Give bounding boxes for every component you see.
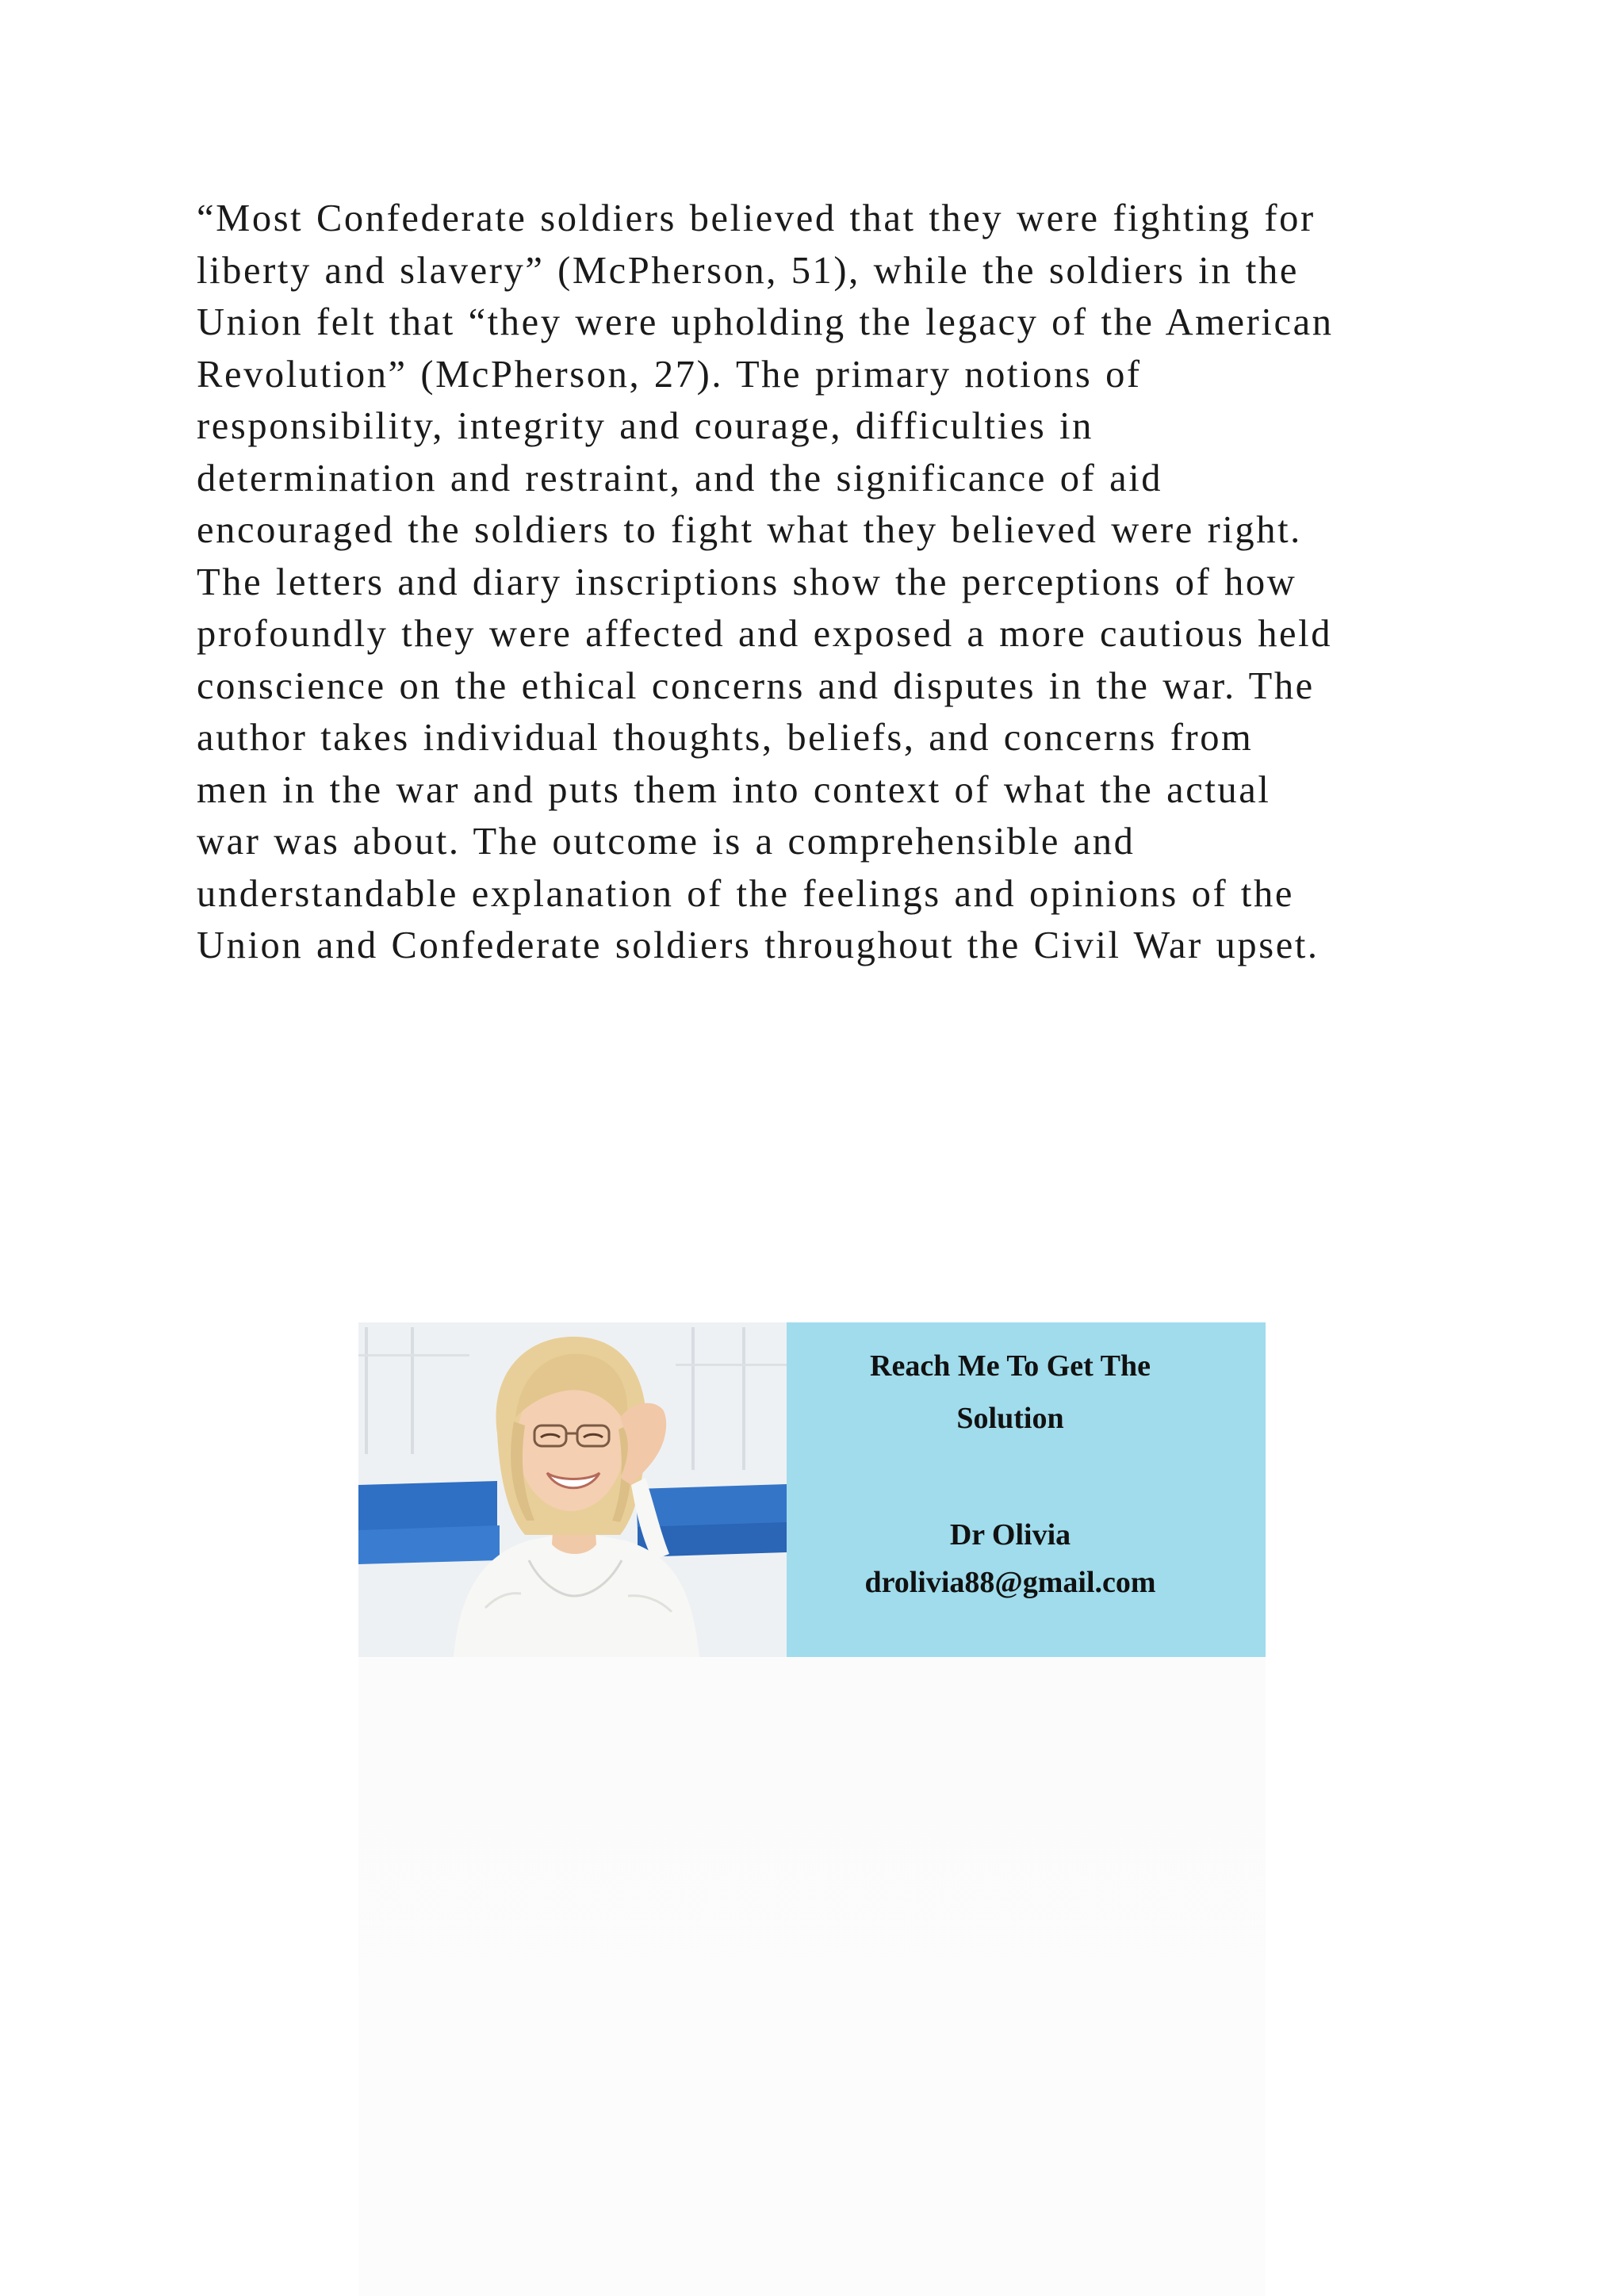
paragraph-line: determination and restraint, and the significance of aid — [197, 457, 1163, 499]
paragraph-line: Union felt that “they were upholding the legacy of the American — [197, 301, 1334, 343]
paragraph-line: author takes individual thoughts, beliefs, and concerns from — [197, 717, 1254, 759]
contact-info-panel — [787, 1322, 1266, 1657]
paragraph-line: Revolution” (McPherson, 27). The primary notions of — [197, 353, 1142, 396]
contact-banner — [358, 1322, 1266, 1657]
paragraph-line: men in the war and puts them into context of what the actual — [197, 768, 1271, 811]
essay-paragraph — [197, 193, 1465, 972]
paragraph-line: understandable explanation of the feelings and opinions of the — [197, 872, 1294, 915]
paragraph-line: responsibility, integrity and courage, difficulties in — [197, 405, 1094, 447]
paragraph-line: The letters and diary inscriptions show the perceptions of how — [197, 561, 1297, 603]
contact-name: Dr Olivia — [949, 1518, 1071, 1552]
banner-headline-line1: Reach Me To Get The — [870, 1349, 1151, 1383]
woman-portrait-photo-icon — [358, 1322, 787, 1657]
banner-headline-line2: Solution — [956, 1402, 1064, 1435]
paragraph-line: profoundly they were affected and exposed a more cautious held — [197, 613, 1333, 655]
paragraph-line: “Most Confederate soldiers believed that they were fighting for — [197, 197, 1316, 239]
contact-email[interactable]: drolivia88@gmail.com — [864, 1566, 1156, 1599]
paragraph-line: Union and Confederate soldiers throughout the Civil War upset. — [197, 924, 1320, 966]
portrait-illustration — [358, 1322, 787, 1657]
paragraph-line: encouraged the soldiers to fight what they believed were right. — [197, 509, 1302, 551]
paragraph-line: conscience on the ethical concerns and disputes in the war. The — [197, 664, 1315, 707]
paragraph-line: war was about. The outcome is a comprehensible and — [197, 821, 1136, 863]
paragraph-line: liberty and slavery” (McPherson, 51), while the soldiers in the — [197, 249, 1299, 292]
blank-region — [358, 1657, 1266, 2296]
